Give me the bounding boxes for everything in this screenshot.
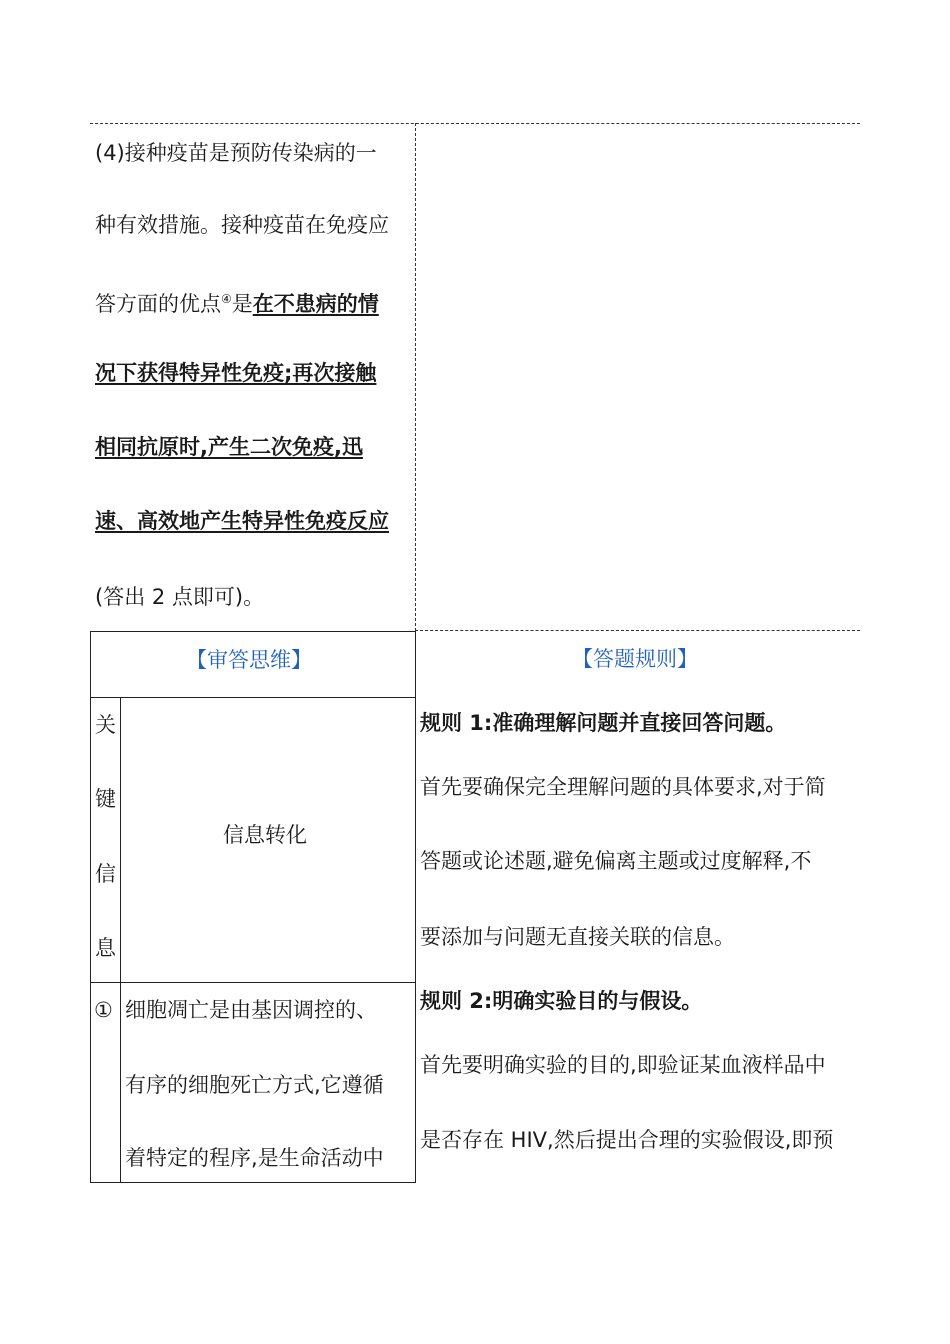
row1-line-3: 着特定的程序,是生命活动中: [125, 1146, 384, 1170]
analysis-header: 【审答思维】: [186, 648, 312, 672]
answer-line-2: 况下获得特异性免疫;再次接触: [95, 361, 377, 385]
top-dashed-border: [90, 123, 860, 124]
key-info-label-cell: [91, 698, 121, 983]
key-label-char-3: 信: [95, 862, 116, 886]
rule2-line-1: 首先要明确实验的目的,即验证某血液样品中: [420, 1053, 826, 1077]
row1-content-cell: [121, 983, 416, 1183]
analysis-table: [90, 631, 416, 1183]
answer-line-3: 相同抗原时,产生二次免疫,迅: [95, 435, 363, 459]
transform-label-cell: [121, 698, 416, 983]
question-tail: (答出 2 点即可)。: [95, 585, 265, 609]
answer-line-1: 在不患病的情: [252, 292, 379, 316]
row1-marker-cell: [91, 983, 121, 1183]
question-line-3-text: 答方面的优点: [95, 292, 221, 316]
rule1-line-1: 首先要确保完全理解问题的具体要求,对于简: [420, 775, 826, 799]
right-dashed-bottom: [415, 630, 860, 631]
middle-dashed-divider: [415, 123, 416, 631]
key-label-char-4: 息: [95, 936, 116, 960]
answer-line-4: 速、高效地产生特异性免疫反应: [95, 509, 389, 533]
question-line-2: 种有效措施。接种疫苗在免疫应: [95, 213, 389, 237]
footnote-marker-4: ④: [221, 292, 232, 306]
question-line-3: [95, 284, 379, 319]
row1-marker: ①: [94, 998, 113, 1022]
transform-label: 信息转化: [223, 823, 307, 847]
rule2-line-2: 是否存在 HIV,然后提出合理的实验假设,即预: [420, 1128, 834, 1152]
rule1-line-3: 要添加与问题无直接关联的信息。: [420, 925, 735, 949]
question-mid-text: 是: [231, 292, 253, 316]
key-label-char-2: 键: [95, 787, 116, 811]
rule1-line-2: 答题或论述题,避免偏离主题或过度解释,不: [420, 849, 812, 873]
rule1-title: 规则 1:准确理解问题并直接回答问题。: [420, 711, 787, 735]
row1-line-1: 细胞凋亡是由基因调控的、: [125, 998, 377, 1022]
question-line-1: (4)接种疫苗是预防传染病的一: [95, 141, 377, 165]
key-label-char-1: 关: [95, 713, 116, 737]
rule2-title: 规则 2:明确实验目的与假设。: [420, 989, 703, 1013]
rules-header: 【答题规则】: [572, 647, 698, 671]
row1-line-2: 有序的细胞死亡方式,它遵循: [125, 1073, 384, 1097]
analysis-header-cell: [91, 632, 416, 698]
